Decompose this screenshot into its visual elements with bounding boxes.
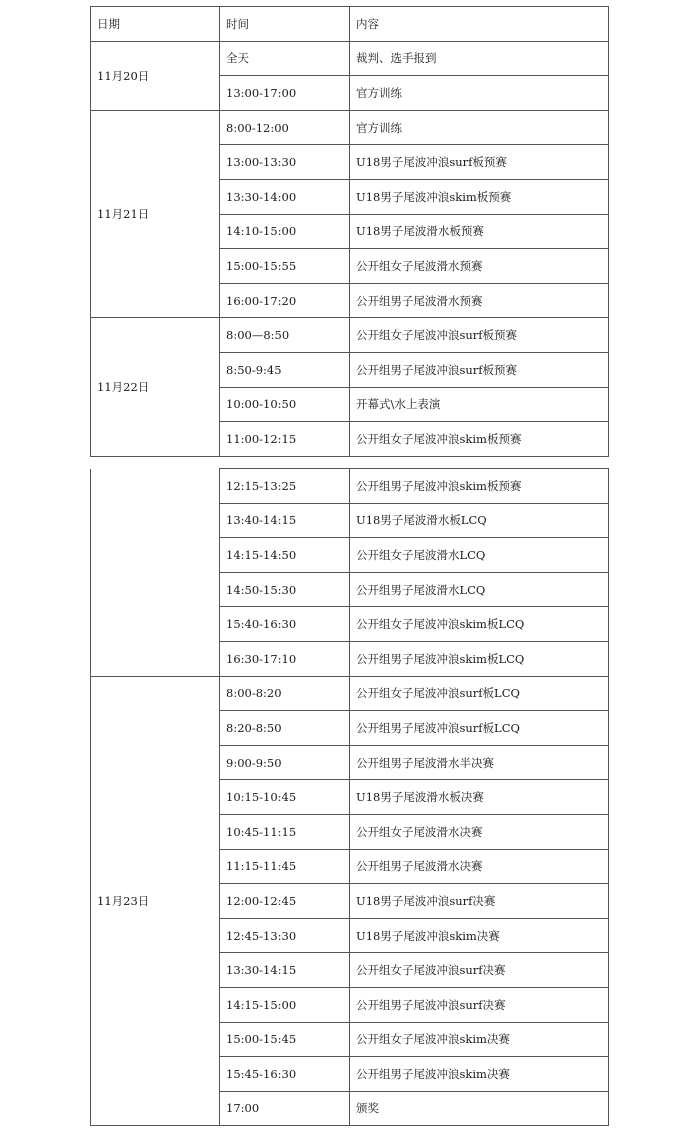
content-cell: 裁判、选手报到 bbox=[350, 41, 609, 76]
date-cell: 11月20日 bbox=[91, 41, 220, 110]
time-cell: 11:00-12:15 bbox=[220, 422, 350, 457]
content-cell: 公开组男子尾波滑水LCQ bbox=[350, 572, 609, 607]
time-cell: 8:00-8:20 bbox=[220, 676, 350, 711]
time-cell: 10:00-10:50 bbox=[220, 387, 350, 422]
date-cell: 11月23日 bbox=[91, 676, 220, 1126]
content-cell: 公开组女子尾波滑水预赛 bbox=[350, 249, 609, 284]
time-cell: 14:50-15:30 bbox=[220, 572, 350, 607]
schedule-table-part-1 bbox=[90, 6, 609, 457]
content-cell: U18男子尾波冲浪surf决赛 bbox=[350, 884, 609, 919]
schedule-row bbox=[91, 469, 609, 504]
content-cell: 公开组女子尾波冲浪surf板LCQ bbox=[350, 676, 609, 711]
content-cell: 公开组男子尾波冲浪surf板LCQ bbox=[350, 711, 609, 746]
content-cell: 官方训练 bbox=[350, 76, 609, 111]
content-cell: 开幕式\水上表演 bbox=[350, 387, 609, 422]
header-time: 时间 bbox=[220, 7, 350, 42]
schedule-row bbox=[91, 41, 609, 76]
time-cell: 13:00-17:00 bbox=[220, 76, 350, 111]
time-cell: 10:45-11:15 bbox=[220, 814, 350, 849]
time-cell: 14:10-15:00 bbox=[220, 214, 350, 249]
content-cell: U18男子尾波冲浪skim决赛 bbox=[350, 918, 609, 953]
content-cell: U18男子尾波滑水板LCQ bbox=[350, 503, 609, 538]
time-cell: 12:15-13:25 bbox=[220, 469, 350, 504]
content-cell: U18男子尾波滑水板预赛 bbox=[350, 214, 609, 249]
content-cell: 公开组男子尾波冲浪surf板预赛 bbox=[350, 352, 609, 387]
time-cell: 8:50-9:45 bbox=[220, 352, 350, 387]
schedule-row bbox=[91, 676, 609, 711]
time-cell: 15:45-16:30 bbox=[220, 1057, 350, 1092]
schedule-row bbox=[91, 110, 609, 145]
time-cell: 13:30-14:15 bbox=[220, 953, 350, 988]
time-cell: 14:15-15:00 bbox=[220, 987, 350, 1022]
content-cell: 公开组女子尾波滑水决赛 bbox=[350, 814, 609, 849]
time-cell: 16:30-17:10 bbox=[220, 641, 350, 676]
header-content: 内容 bbox=[350, 7, 609, 42]
header-row bbox=[91, 7, 609, 42]
time-cell: 8:20-8:50 bbox=[220, 711, 350, 746]
time-cell: 14:15-14:50 bbox=[220, 538, 350, 573]
content-cell: U18男子尾波冲浪surf板预赛 bbox=[350, 145, 609, 180]
content-cell: 公开组女子尾波冲浪surf决赛 bbox=[350, 953, 609, 988]
time-cell: 9:00-9:50 bbox=[220, 745, 350, 780]
date-cell: 11月22日 bbox=[91, 318, 220, 456]
content-cell: 公开组男子尾波冲浪skim决赛 bbox=[350, 1057, 609, 1092]
time-cell: 12:00-12:45 bbox=[220, 884, 350, 919]
date-cell: 11月21日 bbox=[91, 110, 220, 318]
time-cell: 15:00-15:55 bbox=[220, 249, 350, 284]
time-cell: 13:00-13:30 bbox=[220, 145, 350, 180]
time-cell: 15:00-15:45 bbox=[220, 1022, 350, 1057]
content-cell: U18男子尾波冲浪skim板预赛 bbox=[350, 179, 609, 214]
time-cell: 13:40-14:15 bbox=[220, 503, 350, 538]
time-cell: 8:00-12:00 bbox=[220, 110, 350, 145]
content-cell: 公开组男子尾波冲浪surf决赛 bbox=[350, 987, 609, 1022]
date-cell-continued bbox=[91, 469, 220, 677]
time-cell: 10:15-10:45 bbox=[220, 780, 350, 815]
content-cell: 官方训练 bbox=[350, 110, 609, 145]
content-cell: 公开组男子尾波滑水决赛 bbox=[350, 849, 609, 884]
time-cell: 全天 bbox=[220, 41, 350, 76]
content-cell: 公开组女子尾波冲浪skim板LCQ bbox=[350, 607, 609, 642]
content-cell: 公开组女子尾波冲浪skim板预赛 bbox=[350, 422, 609, 457]
content-cell: 颁奖 bbox=[350, 1091, 609, 1126]
header-date: 日期 bbox=[91, 7, 220, 42]
content-cell: 公开组男子尾波冲浪skim板LCQ bbox=[350, 641, 609, 676]
time-cell: 15:40-16:30 bbox=[220, 607, 350, 642]
content-cell: 公开组男子尾波滑水半决赛 bbox=[350, 745, 609, 780]
schedule-table-part-2 bbox=[90, 468, 609, 1126]
previous-page-edge bbox=[90, 0, 608, 4]
time-cell: 17:00 bbox=[220, 1091, 350, 1126]
content-cell: 公开组女子尾波滑水LCQ bbox=[350, 538, 609, 573]
content-cell: U18男子尾波滑水板决赛 bbox=[350, 780, 609, 815]
time-cell: 16:00-17:20 bbox=[220, 283, 350, 318]
content-cell: 公开组女子尾波冲浪skim决赛 bbox=[350, 1022, 609, 1057]
time-cell: 12:45-13:30 bbox=[220, 918, 350, 953]
content-cell: 公开组男子尾波滑水预赛 bbox=[350, 283, 609, 318]
content-cell: 公开组女子尾波冲浪surf板预赛 bbox=[350, 318, 609, 353]
schedule-row bbox=[91, 318, 609, 353]
time-cell: 13:30-14:00 bbox=[220, 179, 350, 214]
content-cell: 公开组男子尾波冲浪skim板预赛 bbox=[350, 469, 609, 504]
time-cell: 8:00—8:50 bbox=[220, 318, 350, 353]
time-cell: 11:15-11:45 bbox=[220, 849, 350, 884]
